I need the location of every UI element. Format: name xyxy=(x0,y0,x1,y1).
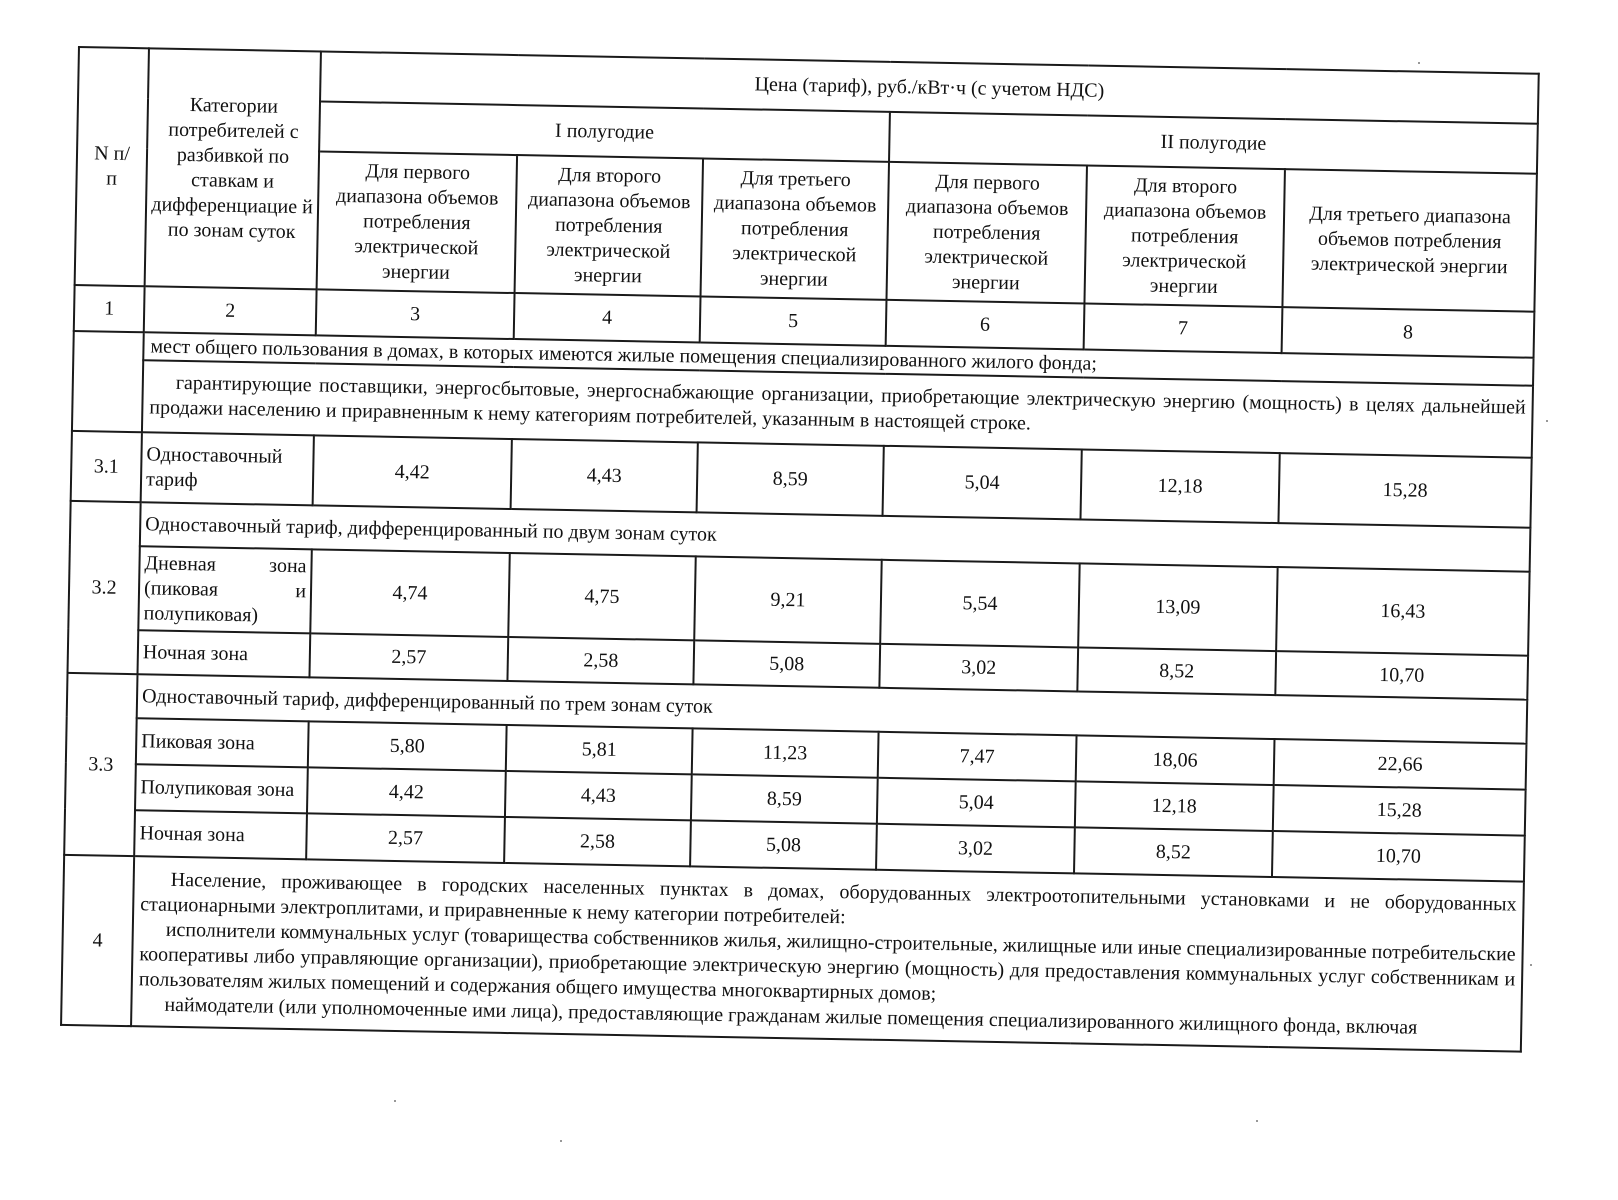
value-cell: 10,70 xyxy=(1275,651,1528,700)
header-category-col: Категории потребителей с разбивкой по ставкам и дифференциацие й по зонам суток xyxy=(145,48,321,289)
col-number: 3 xyxy=(316,289,515,339)
value-cell: 5,08 xyxy=(690,820,877,869)
value-cell: 4,43 xyxy=(511,439,698,512)
value-cell: 4,42 xyxy=(307,767,506,817)
value-cell: 5,80 xyxy=(308,721,507,771)
col-number: 4 xyxy=(514,293,701,342)
scan-speck xyxy=(1546,420,1548,422)
value-cell: 9,21 xyxy=(694,556,882,643)
row-label: Одноставочный тариф xyxy=(141,432,314,505)
value-cell: 5,81 xyxy=(506,725,693,774)
row-label: Ночная зона xyxy=(137,630,310,677)
row-index: 3.2 xyxy=(68,501,141,674)
row-label-day-zone xyxy=(138,546,312,633)
header-range-3-h1: Для третьего диапазона объемов потребления электрической энергии xyxy=(701,158,889,299)
value-cell: 4,75 xyxy=(508,553,696,640)
value-cell: 3,02 xyxy=(876,824,1075,874)
value-cell: 13,09 xyxy=(1078,563,1278,651)
value-cell: 8,52 xyxy=(1077,647,1276,695)
paragraph-text: исполнители коммунальных услуг (товарищества собственников жилья, жилищно-строительные, жилищные или иные специализированные потребительские кооперативы либо управляющие организации), приобретающие электрическую энергию (мощность) для предоставления коммунальных услуг собственникам и пользователям жилых помещений и содержания общего имущества многоквартирных домов; xyxy=(138,918,1516,1005)
header-price-title: Цена (тариф), руб./кВт·ч (с учетом НДС) xyxy=(320,51,1539,123)
row-4-text xyxy=(131,856,1524,1051)
tariff-table xyxy=(60,46,1540,1053)
value-cell: 8,59 xyxy=(691,774,878,823)
row-title: Одноставочный тариф, дифференцированный по двум зонам суток xyxy=(140,502,1531,571)
scan-speck xyxy=(394,1100,396,1102)
row-label: Пиковая зона xyxy=(136,718,309,767)
value-cell: 5,54 xyxy=(880,560,1080,648)
value-cell: 12,18 xyxy=(1080,449,1279,523)
row-index: 3.3 xyxy=(64,673,137,856)
value-cell: 16,43 xyxy=(1276,567,1530,656)
header-num-col: N п/п xyxy=(75,47,149,286)
row-index: 4 xyxy=(61,855,134,1026)
header-range-1-h2: Для первого диапазона объемов потребления электрической энергии xyxy=(886,162,1086,304)
header-half-1: I полугодие xyxy=(319,101,890,161)
header-range-2-h1: Для второго диапазона объемов потребления электрической энергии xyxy=(515,155,703,296)
section3-line-1: мест общего пользования в домах, в которых имеются жилые помещения специализированного жилого фонда; xyxy=(143,332,1533,385)
row-title: Одноставочный тариф, дифференцированный по трем зонам суток xyxy=(137,674,1528,743)
value-cell: 22,66 xyxy=(1274,739,1527,790)
value-cell: 8,52 xyxy=(1074,827,1273,877)
value-cell: 7,47 xyxy=(878,732,1077,782)
row-label-line: Дневная зона xyxy=(144,551,307,577)
value-cell: 5,04 xyxy=(883,446,1082,520)
scan-speck xyxy=(1530,964,1532,966)
value-cell: 4,42 xyxy=(313,435,512,509)
row-label-line: полупиковая) xyxy=(143,601,259,626)
scan-speck xyxy=(1418,62,1420,64)
value-cell: 10,70 xyxy=(1272,831,1525,882)
scan-speck xyxy=(1256,1120,1258,1122)
value-cell: 2,57 xyxy=(306,813,505,863)
value-cell: 2,58 xyxy=(504,817,691,866)
value-cell: 4,43 xyxy=(505,771,692,820)
row-label: Полупиковая зона xyxy=(135,764,308,813)
col-number: 1 xyxy=(74,285,145,332)
col-number: 7 xyxy=(1084,303,1283,353)
row-label-line: (пиковая и xyxy=(143,576,307,602)
scanned-document-page xyxy=(60,46,1538,1053)
value-cell: 2,58 xyxy=(507,637,694,684)
value-cell: 18,06 xyxy=(1076,735,1275,785)
col-number: 6 xyxy=(886,300,1085,350)
paragraph-text: наймодатели (или уполномоченные ими лица), предоставляющие гражданам жилые помещения специализированного жилищного фонда, включая xyxy=(164,993,1418,1039)
header-half-2: II полугодие xyxy=(889,112,1538,174)
paragraph-text: Население, проживающее в городских населенных пунктах в домах, оборудованных электроотопительными установками и не оборудованных стационарными электроплитами, и приравненные к нему категории потребителей: xyxy=(140,868,1517,929)
value-cell: 5,08 xyxy=(693,640,880,687)
row-index: 3.1 xyxy=(71,431,142,502)
header-range-2-h2: Для второго диапазона объемов потребления электрической энергии xyxy=(1084,166,1284,308)
col-number: 8 xyxy=(1282,307,1535,358)
value-cell: 4,74 xyxy=(310,549,510,637)
value-cell: 12,18 xyxy=(1075,781,1274,831)
value-cell: 11,23 xyxy=(692,728,879,777)
value-cell: 5,04 xyxy=(877,778,1076,828)
row-label: Ночная зона xyxy=(134,810,307,859)
col-number: 5 xyxy=(700,296,887,345)
header-range-1-h1: Для первого диапазона объемов потребления электрической энергии xyxy=(317,151,517,293)
value-cell: 8,59 xyxy=(697,442,884,515)
value-cell: 3,02 xyxy=(879,644,1078,692)
value-cell: 15,28 xyxy=(1273,785,1526,836)
empty-index-cell xyxy=(72,331,144,432)
header-range-3-h2: Для третьего диапазона объемов потребления электрической энергии xyxy=(1282,169,1537,312)
col-number: 2 xyxy=(144,286,317,335)
row-4 xyxy=(61,855,1524,1052)
value-cell: 2,57 xyxy=(309,633,508,681)
value-cell: 15,28 xyxy=(1278,453,1531,528)
section3-line-2: гарантирующие поставщики, энергосбытовые, энергоснабжающие организации, приобретающие электрическую энергию (мощность) в целях дальнейшей продажи населению и приравненным к нему категориям потребителей, указанным в настоящей строке. xyxy=(149,371,1526,435)
scan-speck xyxy=(560,1140,562,1142)
